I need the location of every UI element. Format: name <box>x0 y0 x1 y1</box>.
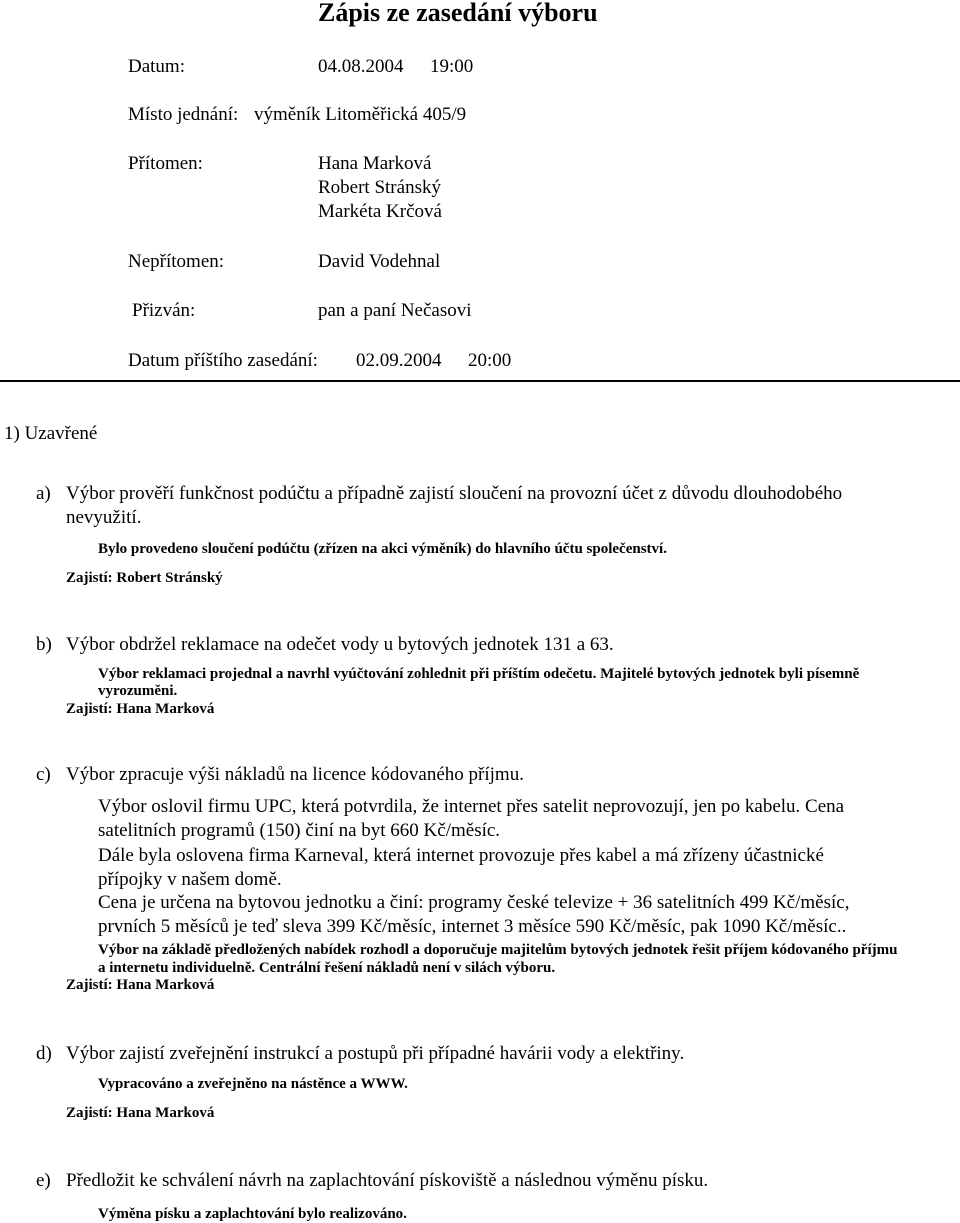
section-heading: 1) Uzavřené <box>4 423 98 444</box>
next-meeting-date: 02.09.2004 <box>356 350 442 371</box>
pritomen-item: Robert Stránský <box>318 177 441 198</box>
item-responsible: Zajistí: Hana Marková <box>66 701 215 717</box>
datum-time: 19:00 <box>430 56 474 77</box>
item-detail: Výbor oslovil firmu UPC, která potvrdila, že internet přes satelit neprovozují, jen po kabelu. Cena <box>98 796 845 817</box>
item-detail: prvních 5 měsíců je teď sleva 399 Kč/měsíc, internet 3 měsíce 590 Kč/měsíc, pak 1090 Kč/měsíc.. <box>98 916 847 937</box>
item-marker: d) <box>36 1043 52 1064</box>
next-meeting-time: 20:00 <box>468 350 512 371</box>
item-text: Výbor obdržel reklamace na odečet vody u bytových jednotek 131 a 63. <box>66 634 614 655</box>
item-result: a internetu individuelně. Centrální řešení nákladů není v silách výboru. <box>98 960 556 976</box>
pritomen-label: Přítomen: <box>128 153 203 174</box>
item-result: Výbor reklamaci projednal a navrhl vyúčtování zohlednit při příštím odečetu. Majitelé bytových jednotek byli písemně <box>98 666 860 682</box>
next-meeting-label: Datum příštího zasedání: <box>128 350 318 371</box>
item-result: vyrozuměni. <box>98 683 178 699</box>
pritomen-item: Markéta Krčová <box>318 201 442 222</box>
item-marker: a) <box>36 483 51 504</box>
item-text: Výbor zpracuje výši nákladů na licence kódovaného příjmu. <box>66 764 524 785</box>
item-result: Výměna písku a zaplachtování bylo realizováno. <box>98 1206 407 1222</box>
item-marker: c) <box>36 764 51 785</box>
item-result: Bylo provedeno sloučení podúčtu (zřízen na akci výměník) do hlavního účtu společenství. <box>98 541 667 557</box>
item-responsible: Zajistí: Hana Marková <box>66 1105 215 1121</box>
item-text: nevyužití. <box>66 507 142 528</box>
item-detail: přípojky v našem domě. <box>98 869 282 890</box>
item-detail: Cena je určena na bytovou jednotku a činí: programy české televize + 36 satelitních 499 Kč/měsíc, <box>98 892 850 913</box>
datum-value: 04.08.2004 <box>318 56 404 77</box>
item-text: Výbor prověří funkčnost podúčtu a případně zajistí sloučení na provozní účet z důvodu dlouhodobého <box>66 483 843 504</box>
item-result: Výbor na základě předložených nabídek rozhodl a doporučuje majitelům bytových jednotek řešit příjem kódovaného příjmu <box>98 942 898 958</box>
misto-value: výměník Litoměřická 405/9 <box>254 104 467 125</box>
prizvan-label: Přizván: <box>132 300 196 321</box>
item-responsible: Zajistí: Robert Stránský <box>66 570 223 586</box>
misto-label: Místo jednání: <box>128 104 239 125</box>
nepritomen-value: David Vodehnal <box>318 251 441 272</box>
horizontal-divider <box>0 380 960 382</box>
datum-label: Datum: <box>128 56 185 77</box>
item-text: Předložit ke schválení návrh na zaplachtování pískoviště a následnou výměnu písku. <box>66 1170 709 1191</box>
prizvan-value: pan a paní Nečasovi <box>318 300 472 321</box>
item-detail: Dále byla oslovena firma Karneval, která internet provozuje přes kabel a má zřízeny účastnické <box>98 845 824 866</box>
item-detail: satelitních programů (150) činí na byt 660 Kč/měsíc. <box>98 820 501 841</box>
item-text: Výbor zajistí zveřejnění instrukcí a postupů při případné havárii vody a elektřiny. <box>66 1043 685 1064</box>
item-marker: e) <box>36 1170 51 1191</box>
nepritomen-label: Nepřítomen: <box>128 251 225 272</box>
item-marker: b) <box>36 634 52 655</box>
document-title: Zápis ze zasedání výboru <box>318 0 598 27</box>
item-result: Vypracováno a zveřejněno na nástěnce a WWW. <box>98 1076 408 1092</box>
pritomen-item: Hana Marková <box>318 153 432 174</box>
item-responsible: Zajistí: Hana Marková <box>66 977 215 993</box>
